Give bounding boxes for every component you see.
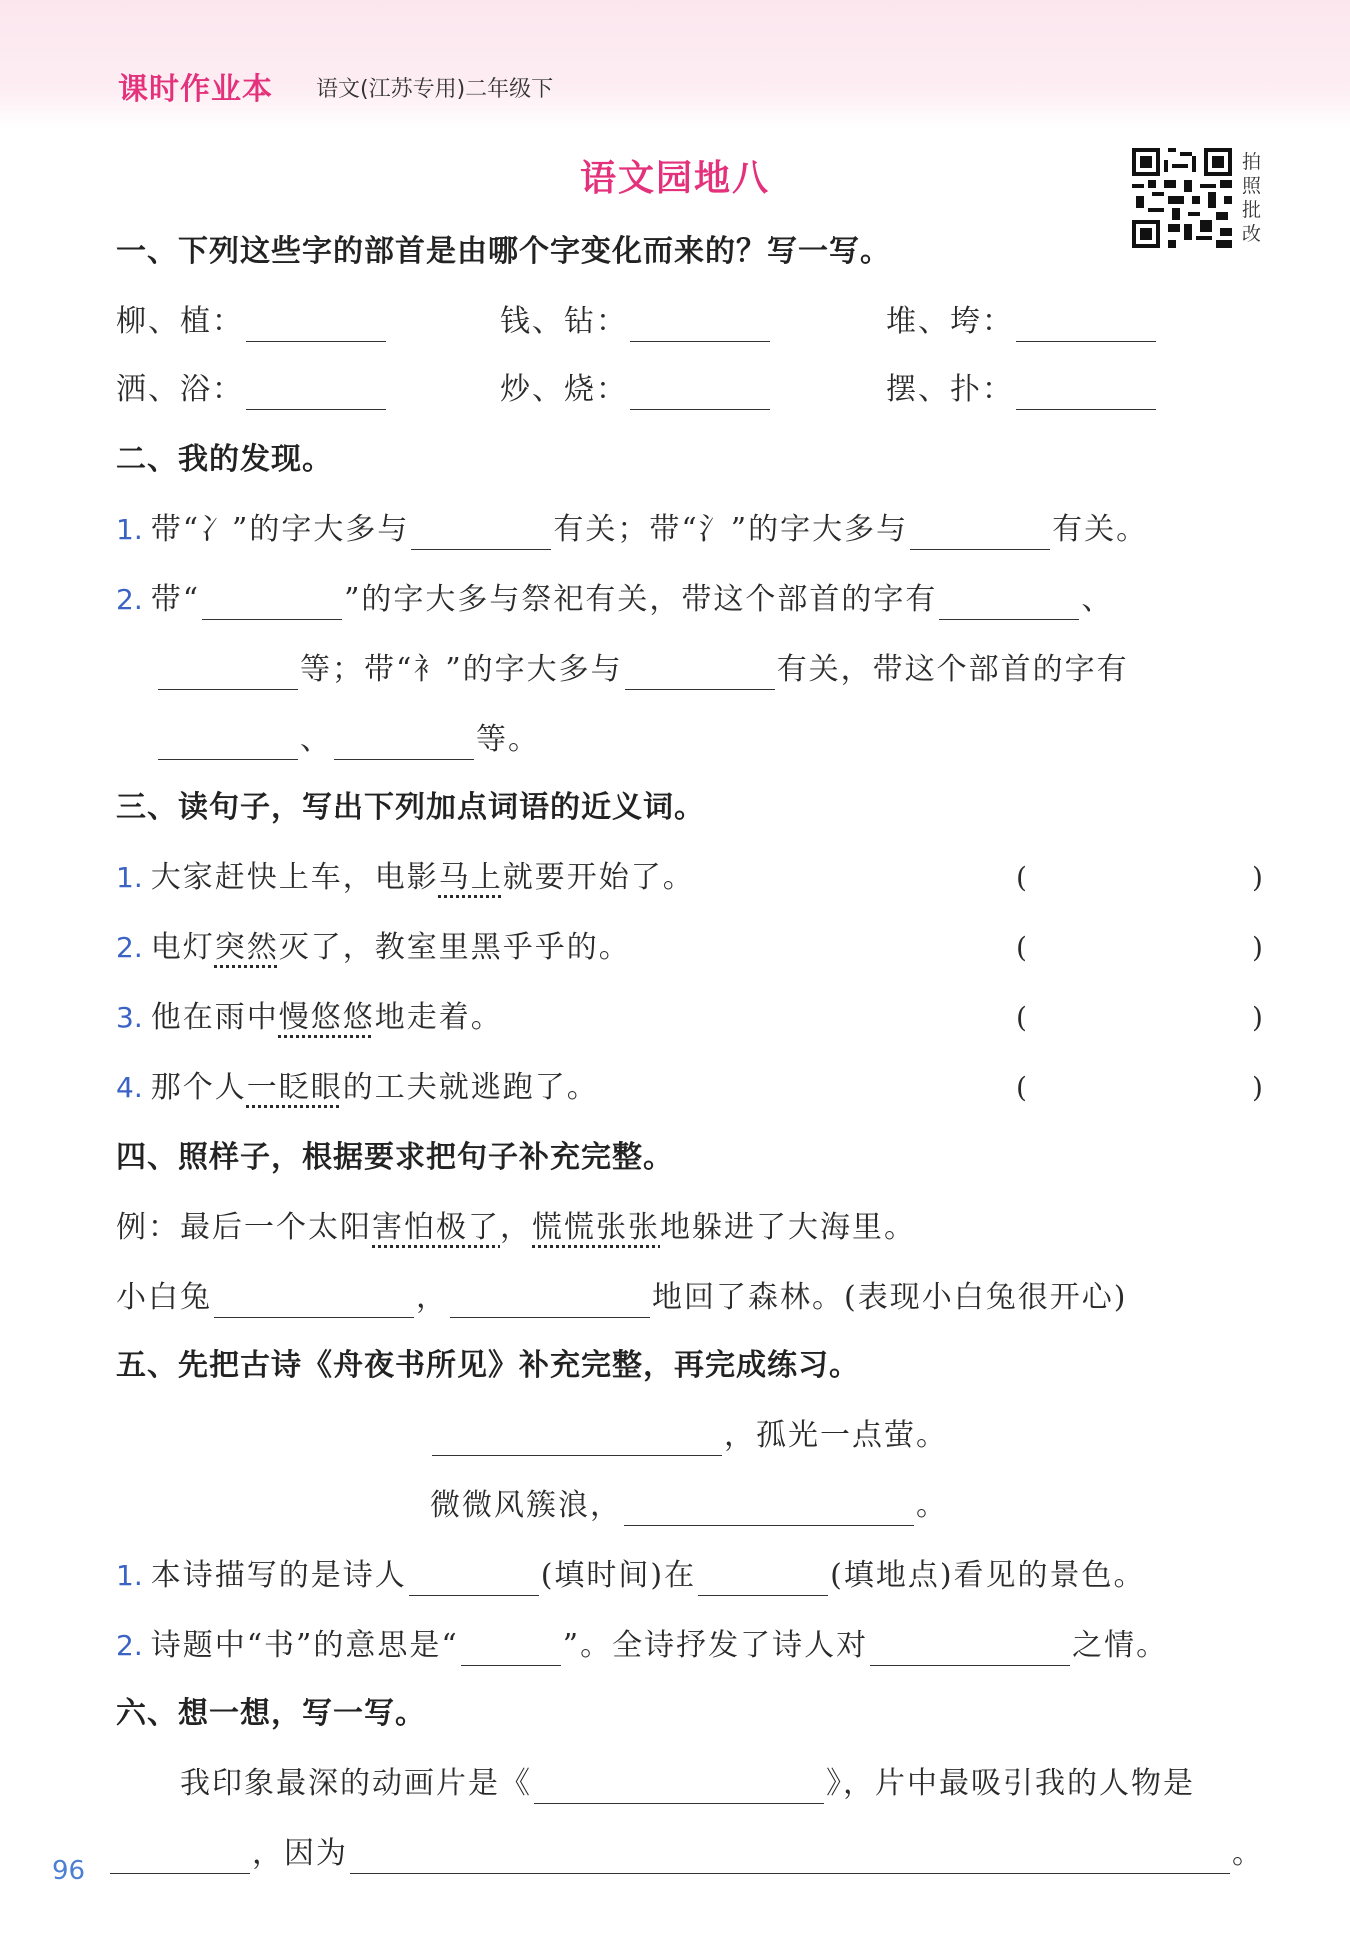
answer-blank[interactable] [202,585,342,620]
answer-blank[interactable] [246,375,386,410]
s3-item-2: 2. 电灯突然灭了，教室里黑乎乎的。 [116,930,631,965]
s6-line-2: ，因为 。 [108,1834,1264,1874]
s2-question-2: 2. 带“ ”的字大多与祭祀有关，带这个部首的字有 、 [116,580,1113,620]
answer-blank[interactable] [624,1491,914,1526]
section-6-title: 六、想一想，写一写。 [116,1696,426,1731]
s2-question-1: 1. 带“冫”的字大多与 有关；带“氵”的字大多与 有关。 [116,510,1148,550]
s5-question-2: 2. 诗题中“书”的意思是“ ”。全诗抒发了诗人对 之情。 [116,1626,1168,1666]
s1-item-2: 钱、钻： [500,302,772,342]
answer-blank[interactable] [910,515,1050,550]
s4-task: 小白兔 ， 地回了森林。(表现小白兔很开心) [116,1278,1127,1318]
answer-blank[interactable] [350,1839,1230,1874]
answer-paren-open[interactable]: ( [1016,861,1027,894]
answer-blank[interactable] [158,655,298,690]
section-4-title: 四、照样子，根据要求把句子补充完整。 [116,1140,674,1175]
s1-item-3: 堆、垮： [886,302,1158,342]
section-3-title: 三、读句子，写出下列加点词语的近义词。 [116,790,705,825]
answer-blank[interactable] [939,585,1079,620]
brand-title: 课时作业本 [118,72,273,107]
answer-paren-open[interactable]: ( [1016,931,1027,964]
answer-blank[interactable] [409,1561,539,1596]
qr-caption: 拍照批改 [1242,151,1262,245]
answer-paren-close: ) [1252,1071,1263,1104]
answer-blank[interactable] [158,725,298,760]
page-title: 语文园地八 [579,158,770,199]
s1-item-6: 摆、扑： [886,370,1158,410]
subject-label: 语文(江苏专用)二年级下 [316,77,554,102]
s6-line-1: 我印象最深的动画片是《 》，片中最吸引我的人物是 [180,1764,1195,1804]
section-5-title: 五、先把古诗《舟夜书所见》补充完整，再完成练习。 [116,1348,860,1383]
answer-blank[interactable] [214,1283,414,1318]
s2-question-2-end: 、 等。 [156,720,540,760]
answer-blank[interactable] [110,1839,250,1874]
s2-question-2-cont: 等；带“衤”的字大多与 有关，带这个部首的字有 [156,650,1129,690]
page-number: 96 [52,1856,86,1886]
answer-paren-open[interactable]: ( [1016,1001,1027,1034]
answer-blank[interactable] [870,1631,1070,1666]
answer-blank[interactable] [625,655,775,690]
answer-blank[interactable] [630,307,770,342]
answer-paren-close: ) [1252,931,1263,964]
answer-paren-open[interactable]: ( [1016,1071,1027,1104]
s3-item-3: 3. 他在雨中慢悠悠地走着。 [116,1000,503,1035]
answer-blank[interactable] [534,1769,824,1804]
section-2-title: 二、我的发现。 [116,442,333,477]
answer-paren-close: ) [1252,861,1263,894]
answer-blank[interactable] [461,1631,561,1666]
answer-blank[interactable] [630,375,770,410]
answer-blank[interactable] [698,1561,828,1596]
answer-blank[interactable] [450,1283,650,1318]
answer-blank[interactable] [334,725,474,760]
answer-blank[interactable] [411,515,551,550]
s3-item-1: 1. 大家赶快上车，电影马上就要开始了。 [116,860,695,895]
poem-line-1: ，孤光一点萤。 [430,1416,948,1456]
answer-paren-close: ) [1252,1001,1263,1034]
poem-line-2: 微微风簇浪， 。 [430,1486,948,1526]
answer-blank[interactable] [1016,375,1156,410]
s5-question-1: 1. 本诗描写的是诗人 (填时间)在 (填地点)看见的景色。 [116,1556,1146,1596]
answer-blank[interactable] [432,1421,722,1456]
s1-item-1: 柳、植： [116,302,388,342]
answer-blank[interactable] [1016,307,1156,342]
s4-example: 例：最后一个太阳害怕极了，慌慌张张地躲进了大海里。 [116,1210,916,1245]
answer-blank[interactable] [246,307,386,342]
s1-item-5: 炒、烧： [500,370,772,410]
section-1-title: 一、下列这些字的部首是由哪个字变化而来的？写一写。 [116,234,891,269]
qr-code-icon[interactable] [1132,148,1232,248]
s1-item-4: 洒、浴： [116,370,388,410]
s3-item-4: 4. 那个人一眨眼的工夫就逃跑了。 [116,1070,599,1105]
